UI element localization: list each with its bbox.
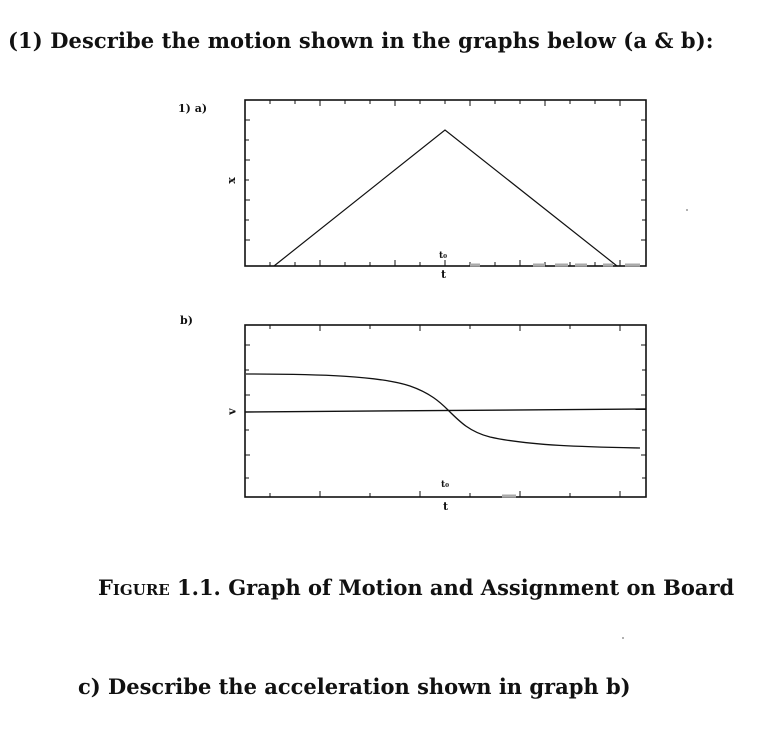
graph-b-y-label: v — [225, 408, 239, 415]
panel-a-label: 1) a) — [178, 102, 208, 115]
question-1: (1) Describe the motion shown in the graphs below (a & b): — [8, 28, 714, 53]
graph-a-x-label: t — [441, 268, 447, 281]
panel-b-label: b) — [180, 314, 193, 327]
figure-caption-text: Graph of Motion and Assignment on Board — [228, 575, 735, 600]
figure-caption — [98, 575, 734, 600]
graph-b-t0-marker: t₀ — [441, 480, 450, 490]
graph-a-position-curve — [274, 130, 617, 266]
graph-b-x-label: t — [443, 500, 449, 513]
graph-b-zero-line — [245, 409, 646, 412]
scan-speck — [622, 637, 624, 639]
figure-number: Figure 1.1. — [98, 575, 221, 600]
graph-a-t0-marker: t₀ — [439, 251, 448, 261]
part-c-question: c) Describe the acceleration shown in graph b) — [78, 674, 631, 699]
graph-a-y-label: x — [224, 177, 238, 184]
scan-speck — [686, 209, 688, 211]
